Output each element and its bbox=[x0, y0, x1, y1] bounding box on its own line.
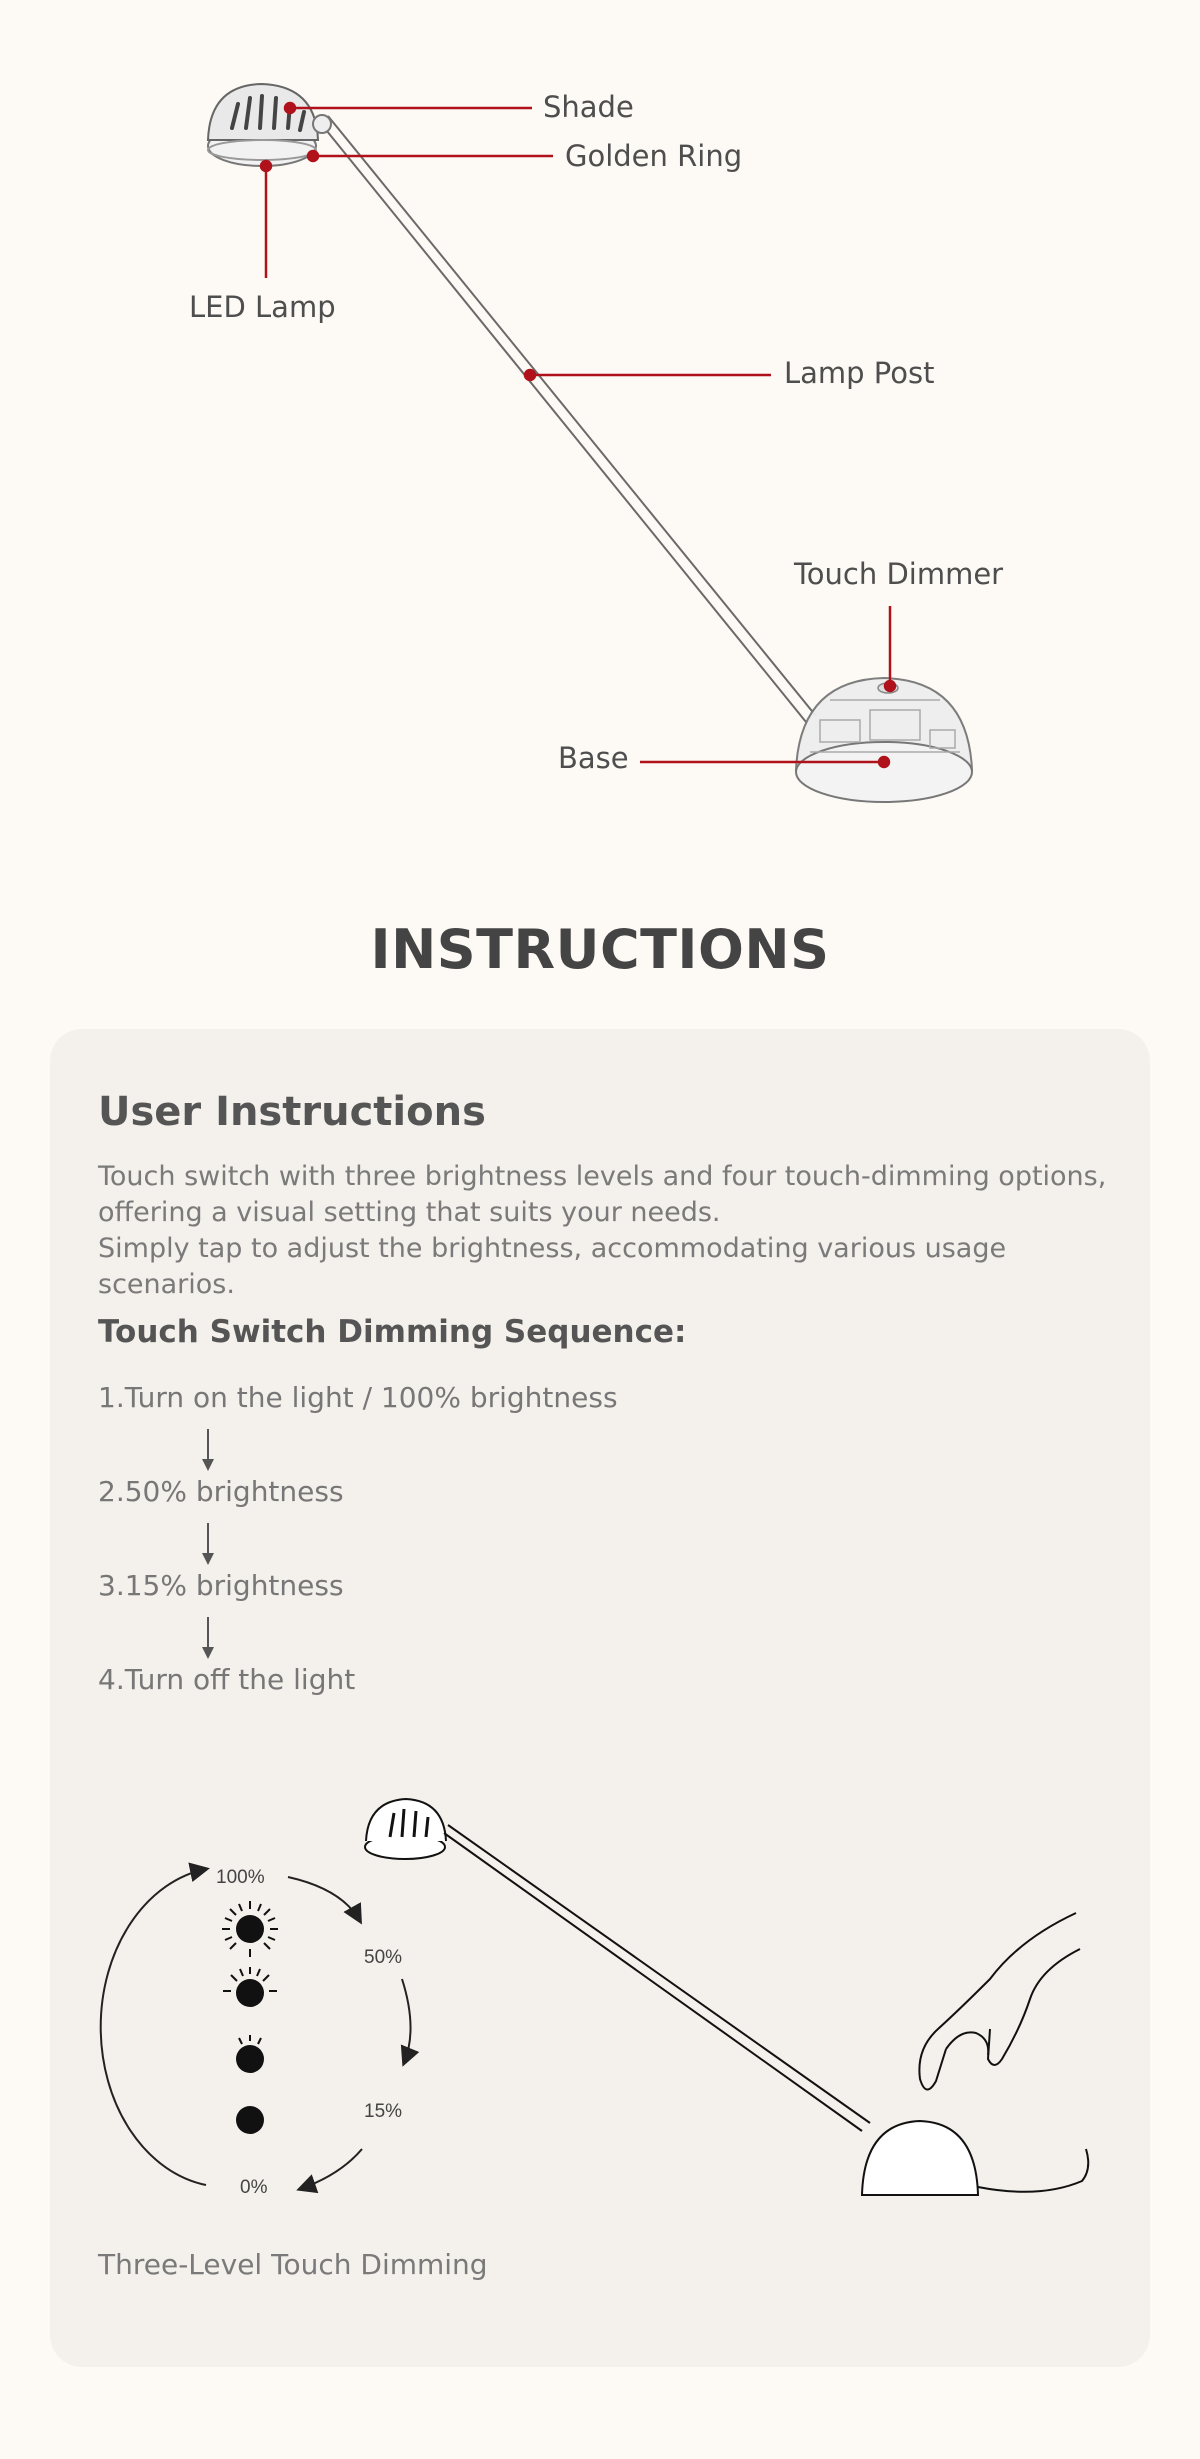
sequence-step: 4.Turn off the light bbox=[98, 1663, 356, 1696]
callout-lines bbox=[261, 103, 895, 767]
brightness-0-icon bbox=[236, 2106, 264, 2134]
shade-label: Shade bbox=[543, 90, 634, 124]
base-label: Base bbox=[558, 741, 629, 775]
sequence-title: Touch Switch Dimming Sequence: bbox=[98, 1314, 687, 1350]
led-lamp-label: LED Lamp bbox=[189, 290, 336, 324]
instructions-heading: INSTRUCTIONS bbox=[370, 918, 830, 981]
golden-ring-label: Golden Ring bbox=[565, 139, 743, 173]
dimming-caption: Three-Level Touch Dimming bbox=[98, 2248, 488, 2281]
intro-line: offering a visual setting that suits your needs. bbox=[98, 1197, 721, 1228]
down-arrow-icon bbox=[202, 1523, 214, 1567]
brightness-15-icon bbox=[236, 2035, 264, 2073]
touch-dimmer-label: Touch Dimmer bbox=[794, 557, 1004, 591]
dimming-label-50: 50% bbox=[364, 1947, 403, 1968]
lamp-post-label: Lamp Post bbox=[784, 356, 935, 390]
dimming-illustration bbox=[50, 1729, 1150, 2209]
sequence-step: 3.15% brightness bbox=[98, 1569, 344, 1602]
user-instructions-card bbox=[50, 1029, 1150, 2367]
dimming-label-100: 100% bbox=[216, 1867, 265, 1888]
card-title: User Instructions bbox=[98, 1089, 486, 1135]
lamp-base-illustration bbox=[796, 678, 972, 802]
sequence-step: 1.Turn on the light / 100% brightness bbox=[98, 1381, 618, 1414]
brightness-100-icon bbox=[222, 1901, 278, 1957]
dimming-label-15: 15% bbox=[364, 2101, 403, 2122]
intro-text bbox=[98, 1159, 1118, 1303]
brightness-50-icon bbox=[223, 1967, 277, 2007]
sequence-step: 2.50% brightness bbox=[98, 1475, 344, 1508]
intro-line: Touch switch with three brightness levels and four touch-dimming options, bbox=[98, 1161, 1107, 1192]
lamp-touch-illustration bbox=[365, 1799, 1088, 2195]
down-arrow-icon bbox=[202, 1429, 214, 1473]
down-arrow-icon bbox=[202, 1617, 214, 1661]
lamp-post-illustration bbox=[318, 116, 816, 722]
dimming-label-0: 0% bbox=[240, 2177, 268, 2198]
intro-line: Simply tap to adjust the brightness, accommodating various usage scenarios. bbox=[98, 1233, 1007, 1300]
